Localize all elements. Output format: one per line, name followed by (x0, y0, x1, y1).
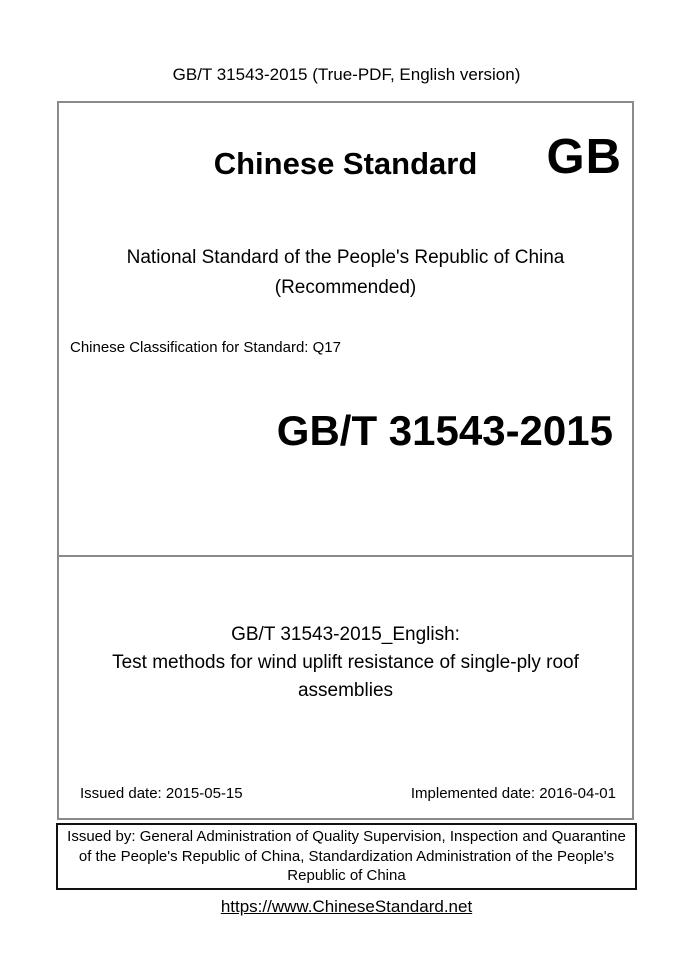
implemented-date: Implemented date: 2016-04-01 (410, 785, 616, 802)
website-link[interactable]: https://www.ChineseStandard.net (220, 897, 473, 916)
issued-date: Issued date: 2015-05-15 (80, 785, 243, 802)
dates-row (80, 783, 616, 805)
standard-type-line2: (Recommended) (274, 277, 417, 298)
cover-box (57, 101, 634, 820)
english-title: Test methods for wind uplift resistance of single-ply roof assemblies (112, 652, 579, 701)
gb-logo: GB (546, 130, 622, 184)
footer-link-row (0, 896, 693, 918)
classification-note: Chinese Classification for Standard: Q17 (70, 339, 341, 356)
issuer-box (56, 823, 637, 890)
brand-title: Chinese Standard (213, 146, 478, 181)
section-divider (58, 555, 633, 557)
english-title-label: GB/T 31543-2015_English: (231, 624, 460, 645)
english-title-block (59, 621, 632, 705)
standard-type (59, 243, 632, 303)
issuer-text: Issued by: General Administration of Quality Supervision, Inspection and Quarantine of the People's Republic of China, Standardization Administration of the People's Republic of China (67, 828, 626, 884)
standard-type-line1: National Standard of the People's Republic of China (126, 247, 565, 268)
standard-number: GB/T 31543-2015 (276, 407, 613, 454)
document-header: GB/T 31543-2015 (True-PDF, English version) (172, 65, 521, 84)
